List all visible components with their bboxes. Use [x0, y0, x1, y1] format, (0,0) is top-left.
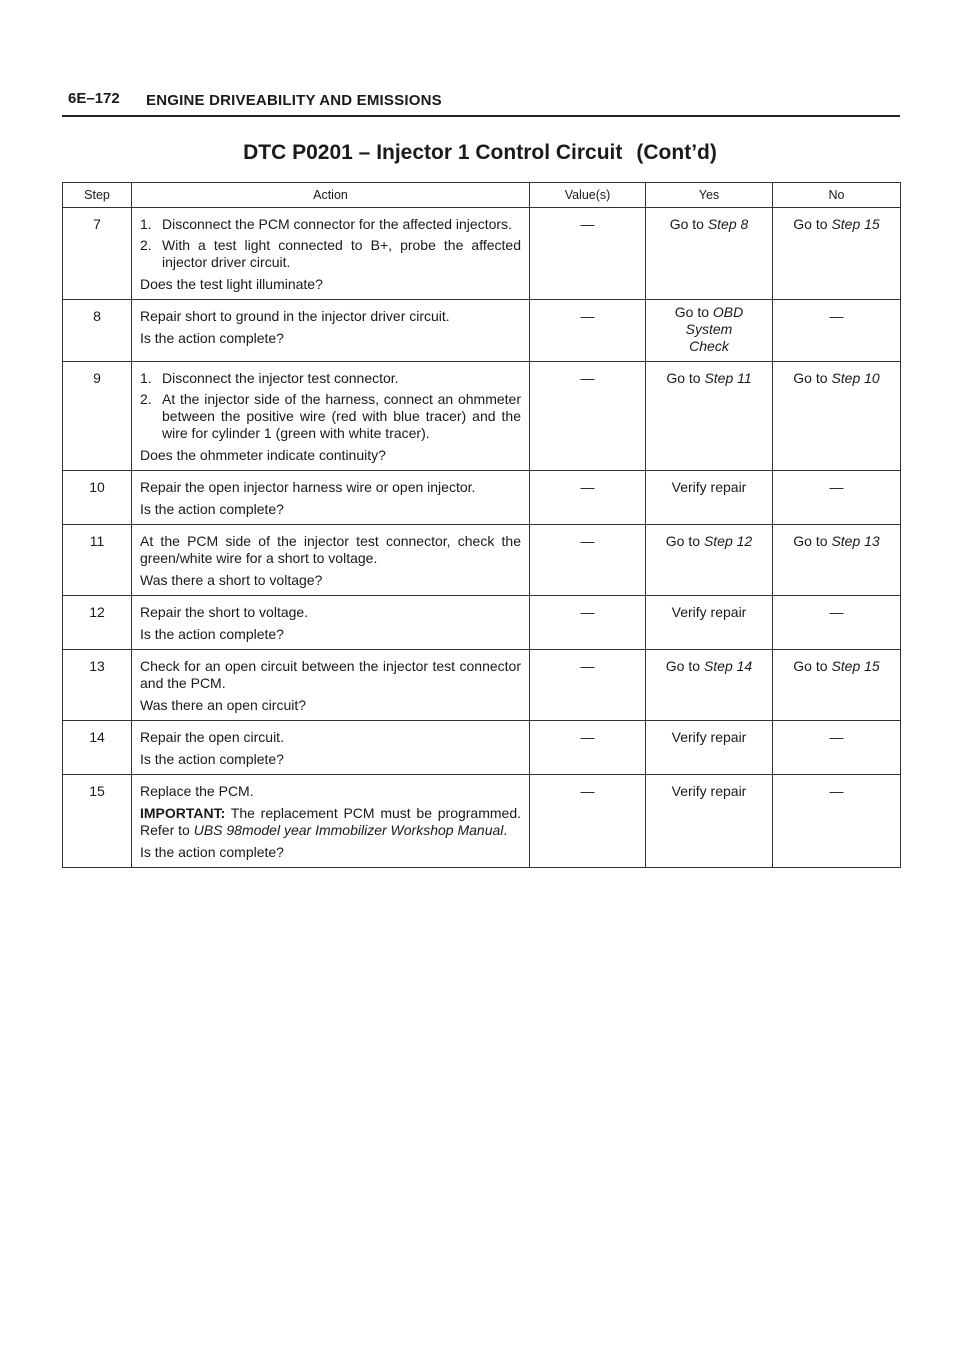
step-number: 9: [63, 362, 132, 471]
action-question: Was there a short to voltage?: [140, 572, 323, 588]
step-link[interactable]: Step 10: [831, 370, 880, 386]
action-item: With a test light connected to B+, probe the affected injector driver circuit.: [162, 237, 521, 270]
action-question: Does the ohmmeter indicate continuity?: [140, 447, 386, 463]
step-number: 8: [63, 300, 132, 362]
step-action: 1. Disconnect the PCM connector for the affected injectors. 2. With a test light connected to B+, probe the affected injector driver circuit. Does the test light illuminate?: [132, 208, 530, 300]
table-row: [63, 471, 901, 525]
important-label: IMPORTANT:: [140, 805, 226, 821]
step-action: [132, 525, 530, 596]
step-value: —: [530, 300, 646, 362]
title-contd: (Cont’d): [636, 141, 717, 164]
diagnostic-table: [62, 182, 901, 868]
step-no: —: [773, 721, 901, 775]
header-rule: [62, 115, 900, 117]
step-link[interactable]: Step 14: [703, 658, 753, 674]
step-yes: Verify repair: [646, 775, 773, 868]
step-number: 13: [63, 650, 132, 721]
step-action: [132, 596, 530, 650]
action-text: Replace the PCM.: [140, 783, 254, 799]
step-no: —: [773, 596, 901, 650]
step-number: 7: [63, 208, 132, 300]
action-item: Disconnect the PCM connector for the affected injectors.: [162, 216, 512, 232]
column-header-action: Action: [132, 183, 530, 208]
action-text: Repair the open circuit.: [140, 729, 284, 745]
title-text: DTC P0201 – Injector 1 Control Circuit: [243, 141, 623, 164]
action-item: At the injector side of the harness, connect an ohmmeter between the positive wire (red with blue tracer) and the wire for cylinder 1 (green with white tracer).: [162, 391, 521, 441]
step-link[interactable]: Step 15: [831, 658, 880, 674]
column-header-no: No: [773, 183, 901, 208]
action-text: Repair short to ground in the injector driver circuit.: [140, 308, 450, 324]
step-number: 15: [63, 775, 132, 868]
table-row: [63, 362, 901, 471]
column-header-values: Value(s): [530, 183, 646, 208]
step-no: Go to Step 15: [773, 650, 901, 721]
step-action: [132, 775, 530, 868]
step-value: —: [530, 471, 646, 525]
step-value: —: [530, 362, 646, 471]
step-link[interactable]: Step 8: [707, 216, 749, 232]
step-value: —: [530, 596, 646, 650]
action-question: Is the action complete?: [140, 501, 284, 517]
step-yes: Go to Step 14: [646, 650, 773, 721]
table-row: [63, 596, 901, 650]
step-number: 12: [63, 596, 132, 650]
action-question: Is the action complete?: [140, 330, 284, 346]
action-text: Repair the short to voltage.: [140, 604, 309, 620]
step-action: [132, 650, 530, 721]
table-row: [63, 525, 901, 596]
step-yes: Go to Step 8: [646, 208, 773, 300]
action-text: Check for an open circuit between the injector test connector and the PCM.: [140, 658, 521, 691]
step-no: Go to Step 13: [773, 525, 901, 596]
step-yes: Go to Step 12: [646, 525, 773, 596]
step-action: [132, 721, 530, 775]
step-no: —: [773, 775, 901, 868]
action-question: Is the action complete?: [140, 626, 284, 642]
manual-reference[interactable]: UBS 98model year Immobilizer Workshop Manual: [193, 822, 504, 838]
step-value: —: [530, 525, 646, 596]
step-action: [132, 300, 530, 362]
step-yes: Go to OBD System Check: [646, 300, 773, 362]
step-yes: Verify repair: [646, 596, 773, 650]
step-value: —: [530, 775, 646, 868]
column-header-step: Step: [63, 183, 132, 208]
page-number: 6E–172: [68, 90, 120, 107]
step-link[interactable]: Step 15: [831, 216, 880, 232]
step-no: Go to Step 15: [773, 208, 901, 300]
step-value: —: [530, 721, 646, 775]
table-row: [63, 775, 901, 868]
step-number: 11: [63, 525, 132, 596]
step-link[interactable]: Step 13: [831, 533, 880, 549]
step-action: [132, 471, 530, 525]
step-link[interactable]: Step 11: [704, 370, 752, 386]
step-number: 10: [63, 471, 132, 525]
step-no: Go to Step 10: [773, 362, 901, 471]
step-value: —: [530, 208, 646, 300]
table-header-row: [63, 183, 901, 208]
action-item: Disconnect the injector test connector.: [162, 370, 399, 386]
table-row: [63, 650, 901, 721]
table-row: [63, 208, 901, 300]
step-link[interactable]: Step 12: [703, 533, 753, 549]
step-no: —: [773, 300, 901, 362]
step-value: —: [530, 650, 646, 721]
step-yes: Verify repair: [646, 721, 773, 775]
column-header-yes: Yes: [646, 183, 773, 208]
section-title: ENGINE DRIVEABILITY AND EMISSIONS: [146, 92, 442, 109]
table-row: [63, 721, 901, 775]
action-question: Was there an open circuit?: [140, 697, 307, 713]
step-action: 1. Disconnect the injector test connector. 2. At the injector side of the harness, connect an ohmmeter between the positive wire (red with blue tracer) and the wire for cylinder 1 (green with white tracer). Does the ohmmeter indicate continuity?: [132, 362, 530, 471]
step-yes: Verify repair: [646, 471, 773, 525]
table-row: [63, 300, 901, 362]
action-question: Is the action complete?: [140, 751, 284, 767]
action-question: Does the test light illuminate?: [140, 276, 323, 292]
step-yes: Go to Step 11: [646, 362, 773, 471]
action-text: Repair the open injector harness wire or open injector.: [140, 479, 476, 495]
step-link[interactable]: OBD System Check: [685, 304, 744, 354]
important-note: IMPORTANT: The replacement PCM must be programmed. Refer to UBS 98model year Immobilizer Workshop Manual.: [140, 805, 521, 838]
document-title: [0, 141, 960, 165]
action-text: At the PCM side of the injector test connector, check the green/white wire for a short to voltage.: [140, 533, 521, 566]
action-question: Is the action complete?: [140, 844, 284, 860]
step-number: 14: [63, 721, 132, 775]
step-no: —: [773, 471, 901, 525]
